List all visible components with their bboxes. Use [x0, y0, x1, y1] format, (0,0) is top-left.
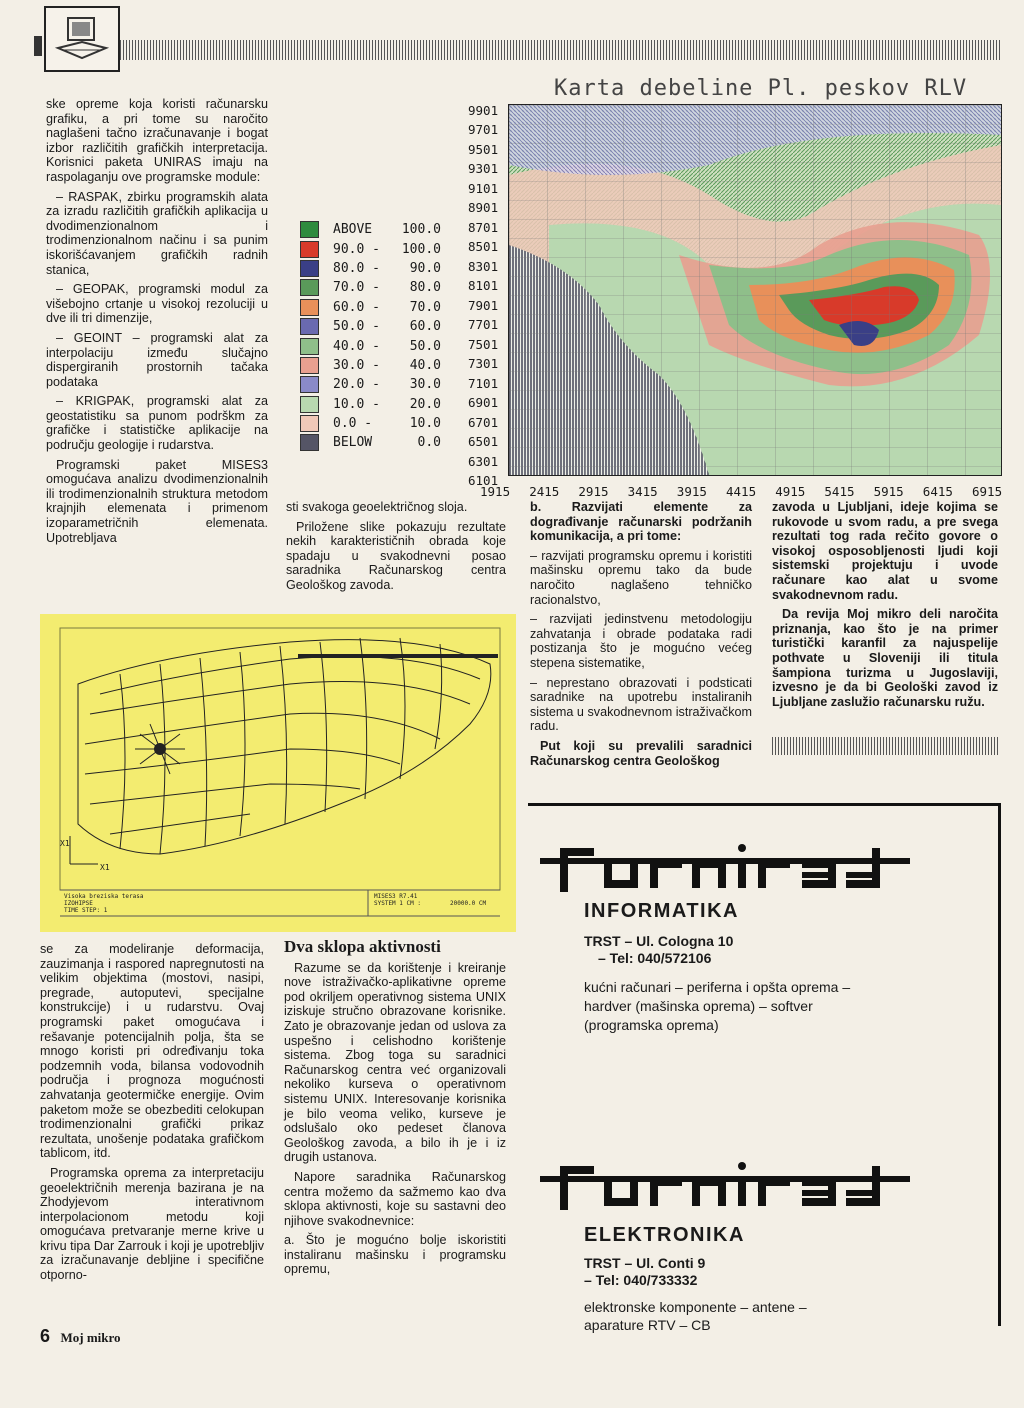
legend-entry	[300, 239, 450, 258]
legend-label: 40.0 -	[333, 338, 380, 354]
y-tick-label: 6901	[468, 395, 499, 411]
paragraph: – KRIGPAK, programski alat za geostatistiku sa punom podrškm za grafičke i statističke aplikacije na području geologije i rudarstva.	[46, 394, 268, 453]
column-2-mid	[286, 500, 506, 598]
legend-value: 30.0	[409, 377, 441, 393]
ad-title: INFORMATIKA	[584, 900, 739, 922]
column-1-bottom	[40, 942, 264, 1288]
magazine-name: Moj mikro	[60, 1330, 121, 1345]
legend-value: 60.0	[409, 319, 441, 335]
legend-entry	[300, 375, 450, 394]
chart-legend	[300, 220, 450, 453]
y-tick-label: 9701	[468, 122, 499, 138]
paragraph: Put koji su prevalili saradnici Računarskog centra Geološkog	[530, 738, 752, 768]
legend-entry	[300, 317, 450, 336]
legend-swatch	[300, 357, 319, 374]
y-tick-label: 9101	[468, 180, 499, 196]
legend-label: ABOVE	[333, 222, 373, 238]
header-logo	[44, 6, 120, 72]
fem-axis-y: X1	[60, 839, 70, 848]
paragraph: se za modeliranje deformacija, zauzimanja i raspored napregnutosti na velikim objektima (mostovi, nasipi, pregrade, autoputevi, specijalne konstrukcije) i u rudarstvu. Ovaj programski paket omogućava i rešavanje potencijalnih polja, šta se mnogo koristi pri određivanju toka podzemnih voda, bilansa vodovodnih područja i prognoza mogućnosti zahvatanja geotermičke energije. Ovim paketom može se obezbediti celokupan trodimenzionalni grafički prikaz rezultata, unošenje podataka grafičkom tablicom, itd.	[40, 942, 264, 1161]
legend-swatch	[300, 338, 319, 355]
x-tick-label: 2415	[529, 484, 560, 499]
y-tick-label: 8901	[468, 200, 499, 216]
legend-value: 70.0	[409, 299, 441, 315]
ad-address: TRST – Ul. Conti 9	[584, 1255, 706, 1271]
paragraph: Programski paket MISES3 omogućava analizu dvodimenzionalnih ili trodimenzionalnih struktura metodom krajnjih elemenata i primenom izoparametričnih elemenata. Upotrebljava	[46, 457, 268, 545]
fem-mesh-svg	[40, 614, 516, 932]
heatmap-svg	[509, 105, 1001, 475]
legend-entry	[300, 395, 450, 414]
ad-phone: – Tel: 040/572106	[598, 950, 712, 966]
fem-caption-line: SYSTEM 1 CM :	[374, 900, 421, 907]
legend-value: 100.0	[401, 241, 441, 257]
legend-label: 20.0 -	[333, 377, 380, 393]
paragraph: – razvijati jedinstvenu metodologiju zahvatanja i obrade podataka radi postizanja što je mogućno većeg stepena sistematike,	[530, 612, 752, 670]
paragraph: – neprestano obrazovati i podsticati saradnike na upotrebu instaliranih sistema u svakodnevnom istraživačkom radu.	[530, 675, 752, 734]
x-tick-label: 4415	[726, 484, 757, 499]
page-number: 6	[40, 1326, 51, 1346]
y-tick-label: 9501	[468, 141, 499, 157]
legend-label: 30.0 -	[333, 357, 380, 373]
paragraph: b. Razvijati elemente za dograđivanje računarski podržanih komunikacija, a pri tome:	[530, 500, 752, 544]
fem-caption-line: TIME STEP: 1	[64, 907, 108, 914]
fem-caption-line: IZOHIPSE	[64, 900, 93, 907]
y-tick-label: 7301	[468, 356, 499, 372]
ad-description: elektronske komponente – antene – aparature RTV – CB	[584, 1299, 807, 1333]
x-tick-label: 5915	[873, 484, 904, 499]
column-1-top	[46, 97, 268, 550]
legend-swatch	[300, 260, 319, 277]
section-rule	[772, 737, 998, 755]
heatmap-plot	[508, 104, 1002, 476]
fornirad-logo	[540, 840, 910, 892]
legend-label: 90.0 -	[333, 241, 380, 257]
y-tick-label: 9301	[468, 161, 499, 177]
y-tick-label: 8301	[468, 258, 499, 274]
legend-entry	[300, 414, 450, 433]
fem-caption-line: Visoka breziska terasa	[64, 893, 144, 900]
legend-swatch	[300, 318, 319, 335]
ad-elektronika	[540, 1158, 990, 1334]
ad-informatika	[540, 840, 990, 1035]
legend-swatch	[300, 396, 319, 413]
ad-phone: – Tel: 040/733332	[584, 1272, 698, 1288]
y-tick-label: 8701	[468, 219, 499, 235]
paragraph: Da revija Moj mikro deli naročita priznanja, kao što je na primer turistički karanfil za najuspelije pothvate u Sloveniji ili titula šampiona turizma u Jugoslaviji, izvesno je da bi Geološki zavod iz Ljubljane zaslužio računarsku ružu.	[772, 607, 998, 709]
column-3-mid	[530, 500, 752, 773]
paragraph: ske opreme koja koristi računarsku grafiku, a pri tome su naročito naglašeni tačno izračunavanje i bogat izbor različitih grafičkih interpretacija. Korisnici paketa UNIRAS imaju na raspolaganju ove programske module:	[46, 97, 268, 184]
legend-label: 70.0 -	[333, 280, 380, 296]
y-tick-label: 7501	[468, 336, 499, 352]
x-tick-label: 1915	[480, 484, 511, 499]
legend-swatch	[300, 415, 319, 432]
legend-value: 10.0	[409, 416, 441, 432]
x-tick-label: 6915	[972, 484, 1003, 499]
computer-icon	[46, 8, 118, 70]
fem-caption-line: MISES3 R7.41	[374, 893, 418, 900]
paragraph: a. Što je mogućno bolje iskoristiti instaliranu mašinsku i programsku opremu,	[284, 1233, 506, 1277]
legend-label: 60.0 -	[333, 299, 380, 315]
y-tick-label: 6301	[468, 453, 499, 469]
paragraph: Programska oprema za interpretaciju geoelektričnih merenja bazirana je na Zhodyjevom interativnom interpolacionom metodu koji omogućava pretvaranje merne krive u krivu tipa Dar Zarrouk i koji je upotrebljiv za izračunavanje debljine i specifične otporno-	[40, 1165, 264, 1283]
legend-value: 50.0	[409, 338, 441, 354]
paragraph: Napore saradnika Računarskog centra možemo da sažmemo kao dva sklopa aktivnosti, koje su sastavni deo njihove svakodnevnice:	[284, 1169, 506, 1228]
y-tick-label: 7901	[468, 297, 499, 313]
ad-address: TRST – Ul. Cologna 10	[584, 933, 734, 949]
paragraph: – razvijati programsku opremu i koristiti mašinsku opremu tako da bude naročito naglašeno tehničko racionalstvo,	[530, 548, 752, 607]
legend-swatch	[300, 221, 319, 238]
y-tick-label: 6701	[468, 414, 499, 430]
x-tick-label: 5415	[824, 484, 855, 499]
legend-entry	[300, 433, 450, 452]
ad-title: ELEKTRONIKA	[584, 1224, 745, 1246]
x-tick-label: 6415	[922, 484, 953, 499]
page-footer	[40, 1326, 121, 1347]
legend-entry	[300, 336, 450, 355]
header-mark	[34, 36, 42, 56]
legend-value: 0.0	[417, 435, 441, 451]
paragraph: Razume se da korištenje i kreiranje nove istraživačko-aplikativne opreme pod okriljem operativnog sistema UNIX iziskuje stručno obrazovane korisnike. Zato je obrazovanje jedan od uslova za uspešno i celishodno korištenje sistema. Zbog toga su saradnici Računarskog centra već organizovali nekoliko kurseva o operativnom sistemu UNIX. Interesovanje korisnika je bilo veoma veliko, kurseve je odslušalo oko pedeset članova Geološkog zavoda, a bilo ih je i iz drugih ustanova.	[284, 960, 506, 1165]
column-2-bottom	[284, 937, 506, 1282]
legend-entry	[300, 220, 450, 239]
legend-entry	[300, 356, 450, 375]
legend-label: 10.0 -	[333, 396, 380, 412]
y-tick-label: 8101	[468, 278, 499, 294]
paragraph: sti svakoga geoelektričnog sloja.	[286, 500, 468, 514]
x-tick-label: 3415	[627, 484, 658, 499]
paragraph: zavoda u Ljubljani, ideje kojima se rukovode u svom radu, a pre svega rezultati tog rada rečito govore o visokoj osposobljenosti ljudi koji sistemski projektuju i uvode računare kao alat u svome svakodnevnom radu.	[772, 500, 998, 602]
fornirad-logo-svg	[540, 1158, 910, 1210]
y-tick-label: 7101	[468, 375, 499, 391]
ad-description: kućni računari – periferna i opšta oprema – hardver (mašinska oprema) – softver (programska oprema)	[584, 979, 851, 1033]
column-4-mid	[772, 500, 998, 714]
legend-swatch	[300, 434, 319, 451]
paragraph: Priložene slike pokazuju rezultate nekih karakterističnih obrada koje spadaju u svakodnevni posao saradnika Računarskog centra Geološkog zavoda.	[286, 519, 506, 592]
fornirad-logo	[540, 1158, 910, 1210]
x-tick-label: 3915	[676, 484, 707, 499]
chart-title: Karta debeline Pl. peskov RLV	[554, 76, 968, 101]
legend-entry	[300, 298, 450, 317]
legend-value: 80.0	[409, 280, 441, 296]
fornirad-logo-svg	[540, 840, 910, 892]
header-rule	[120, 40, 1000, 60]
legend-value: 20.0	[409, 396, 441, 412]
legend-label: BELOW	[333, 435, 373, 451]
fem-mesh-figure	[40, 614, 516, 932]
y-tick-label: 6501	[468, 434, 499, 450]
legend-swatch	[300, 299, 319, 316]
legend-label: 0.0 -	[333, 416, 373, 432]
paragraph: – RASPAK, zbirku programskih alata za izradu različitih grafičkih aplikacija u dvodimenzionalnom i trodimenzionalnom načinu i sa punim iskorišćavanjem grafičkih radnih stanica,	[46, 189, 268, 277]
y-tick-label: 9901	[468, 103, 499, 118]
y-tick-label: 6101	[468, 473, 499, 488]
legend-label: 50.0 -	[333, 319, 380, 335]
x-tick-label: 4915	[775, 484, 806, 499]
x-tick-label: 2915	[578, 484, 609, 499]
legend-value: 100.0	[401, 222, 441, 238]
paragraph: – GEOINT – programski alat za interpolaciju između slučajno dispergiranih prostornih tačaka podataka	[46, 330, 268, 389]
y-tick-label: 8501	[468, 239, 499, 255]
legend-value: 90.0	[409, 260, 441, 276]
legend-entry	[300, 259, 450, 278]
legend-swatch	[300, 241, 319, 258]
legend-swatch	[300, 279, 319, 296]
fem-caption-line: 20000.0 CM	[450, 900, 487, 907]
paragraph: – GEOPAK, programski modul za višebojno crtanje u visokoj rezoluciji u dve ili tri dimenzije,	[46, 282, 268, 326]
section-heading: Dva sklopa aktivnosti	[284, 937, 441, 956]
legend-label: 80.0 -	[333, 260, 380, 276]
legend-entry	[300, 278, 450, 297]
fem-axis-x: X1	[100, 863, 110, 872]
y-axis-ticks	[462, 103, 506, 488]
legend-value: 40.0	[409, 357, 441, 373]
y-tick-label: 7701	[468, 317, 499, 333]
legend-swatch	[300, 376, 319, 393]
